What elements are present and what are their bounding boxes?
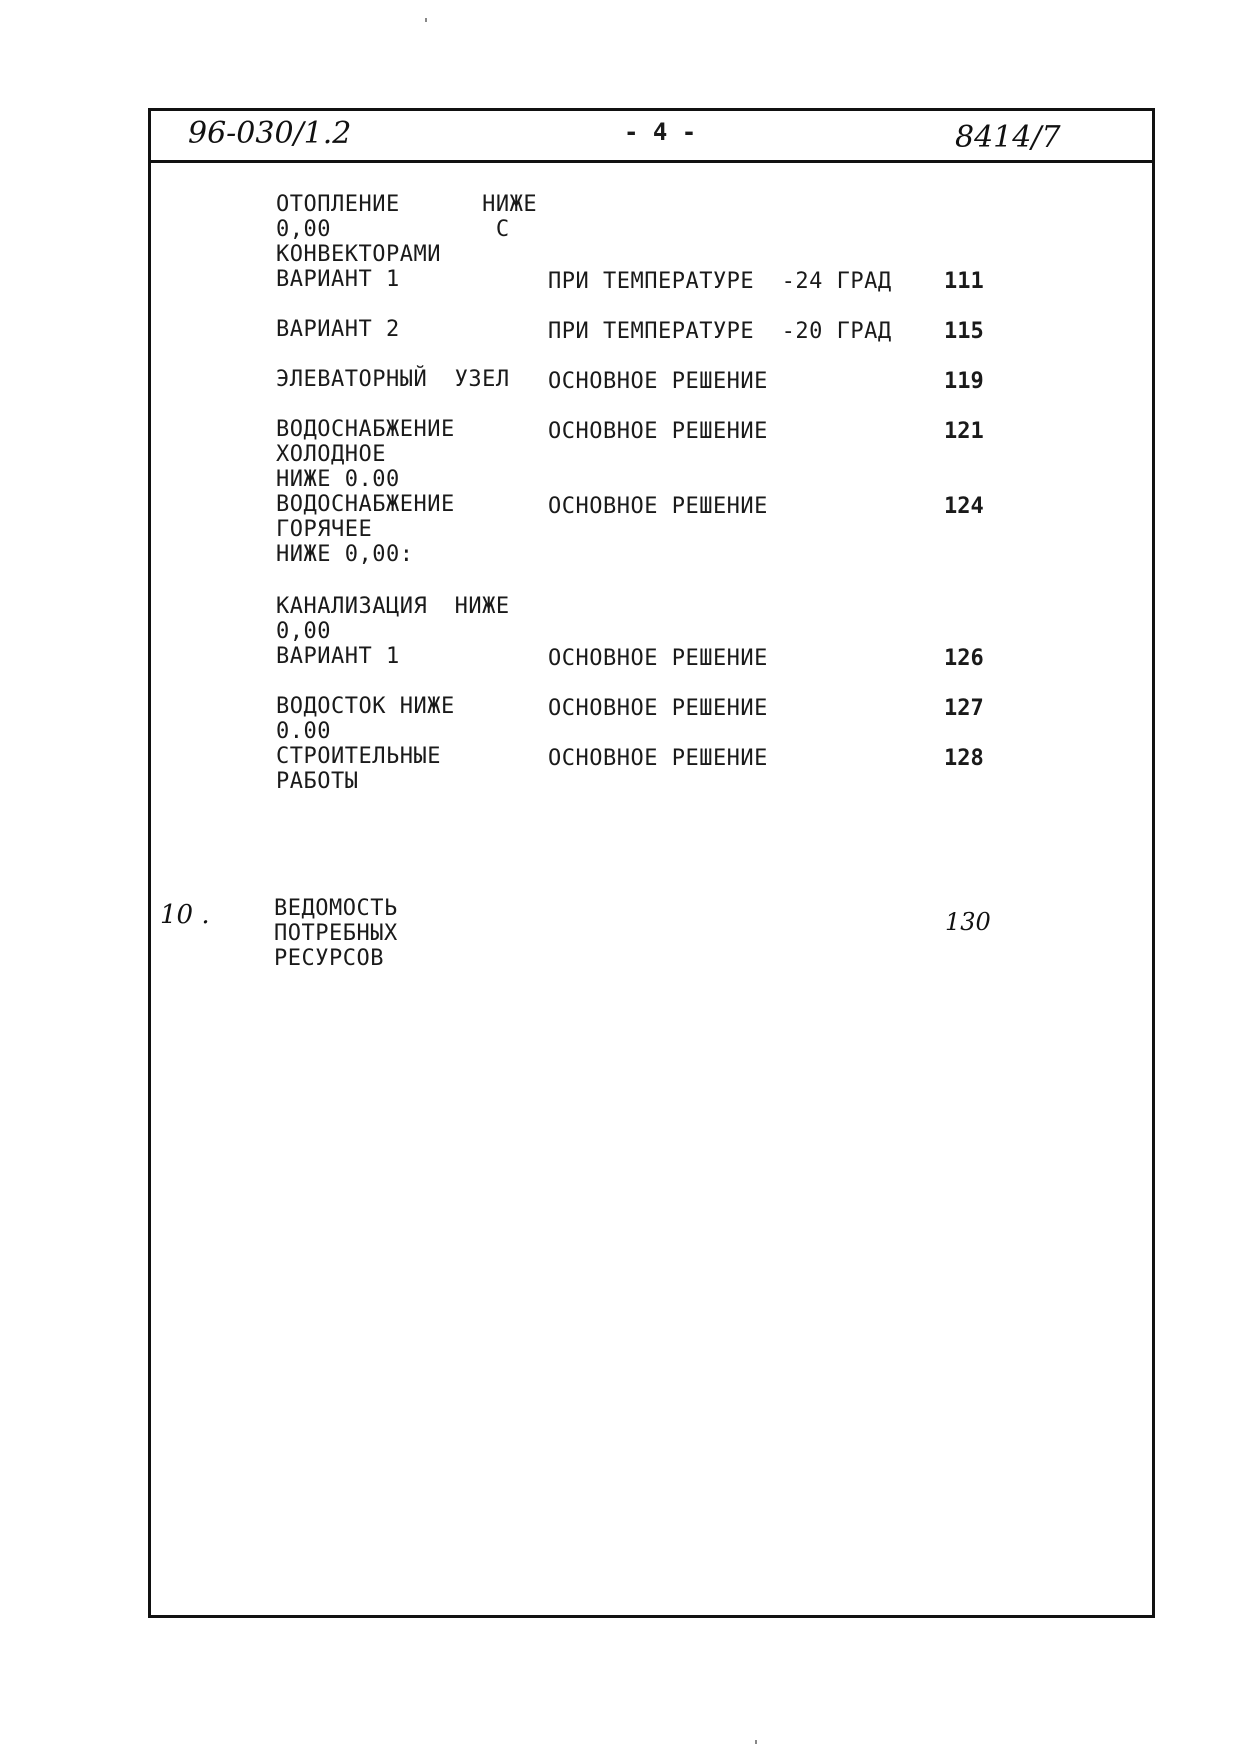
entry-solution: ОСНОВНОЕ РЕШЕНИЕ [548,494,768,519]
entry-name-line: СТРОИТЕЛЬНЫЕ [276,744,441,769]
entry-page: 126 [944,646,984,671]
entry-solution: ОСНОВНОЕ РЕШЕНИЕ [548,696,768,721]
entry-solution: ОСНОВНОЕ РЕШЕНИЕ [548,369,768,394]
entry-page: 124 [944,494,984,519]
entry-name-line: ВАРИАНТ 2 [276,317,400,342]
entry-name-line: НИЖЕ 0.00 [276,467,400,492]
section-title-line: ВЕДОМОСТЬ [274,896,398,921]
entry-name-line: ВАРИАНТ 1 [276,644,400,669]
entry-page: 127 [944,696,984,721]
entry-name-line: НИЖЕ 0,00: [276,542,414,567]
sheet-code: 8414/7 [955,120,1061,155]
entry-name-line: ОТОПЛЕНИЕ НИЖЕ [276,192,538,217]
section-number: 10 . [160,900,210,930]
entry-page: 115 [944,319,984,344]
entry-name-line: ВАРИАНТ 1 [276,267,400,292]
entry-name-line: ВОДОСНАБЖЕНИЕ [276,492,455,517]
section-title-line: ПОТРЕБНЫХ [274,921,398,946]
entry-name-line: ГОРЯЧЕЕ [276,517,373,542]
entry-page: 111 [944,269,984,294]
entry-page: 119 [944,369,984,394]
entry-name-line: ВОДОСНАБЖЕНИЕ [276,417,455,442]
document-code: 96-030/1.2 [188,116,352,151]
header-divider [148,160,1155,163]
entry-solution: ПРИ ТЕМПЕРАТУРЕ -20 ГРАД [548,319,892,344]
entry-name-line: 0,00 С [276,217,510,242]
scan-speck [425,18,427,22]
entry-solution: ОСНОВНОЕ РЕШЕНИЕ [548,746,768,771]
entry-page: 128 [944,746,984,771]
entry-name-line: ХОЛОДНОЕ [276,442,386,467]
entry-solution: ОСНОВНОЕ РЕШЕНИЕ [548,646,768,671]
scan-speck [755,1740,757,1744]
entry-name-line: КАНАЛИЗАЦИЯ НИЖЕ [276,594,510,619]
entry-page: 121 [944,419,984,444]
entry-name-line: 0.00 [276,719,331,744]
entry-solution: ОСНОВНОЕ РЕШЕНИЕ [548,419,768,444]
entry-solution: ПРИ ТЕМПЕРАТУРЕ -24 ГРАД [548,269,892,294]
entry-name-line: ВОДОСТОК НИЖЕ [276,694,455,719]
entry-name-line: 0,00 [276,619,331,644]
section-page: 130 [945,908,991,936]
page-number: - 4 - [624,118,697,146]
section-title-line: РЕСУРСОВ [274,946,384,971]
entry-name-line: ЭЛЕВАТОРНЫЙ УЗЕЛ [276,367,510,392]
entry-name-line: РАБОТЫ [276,769,359,794]
entry-name-line: КОНВЕКТОРАМИ [276,242,441,267]
